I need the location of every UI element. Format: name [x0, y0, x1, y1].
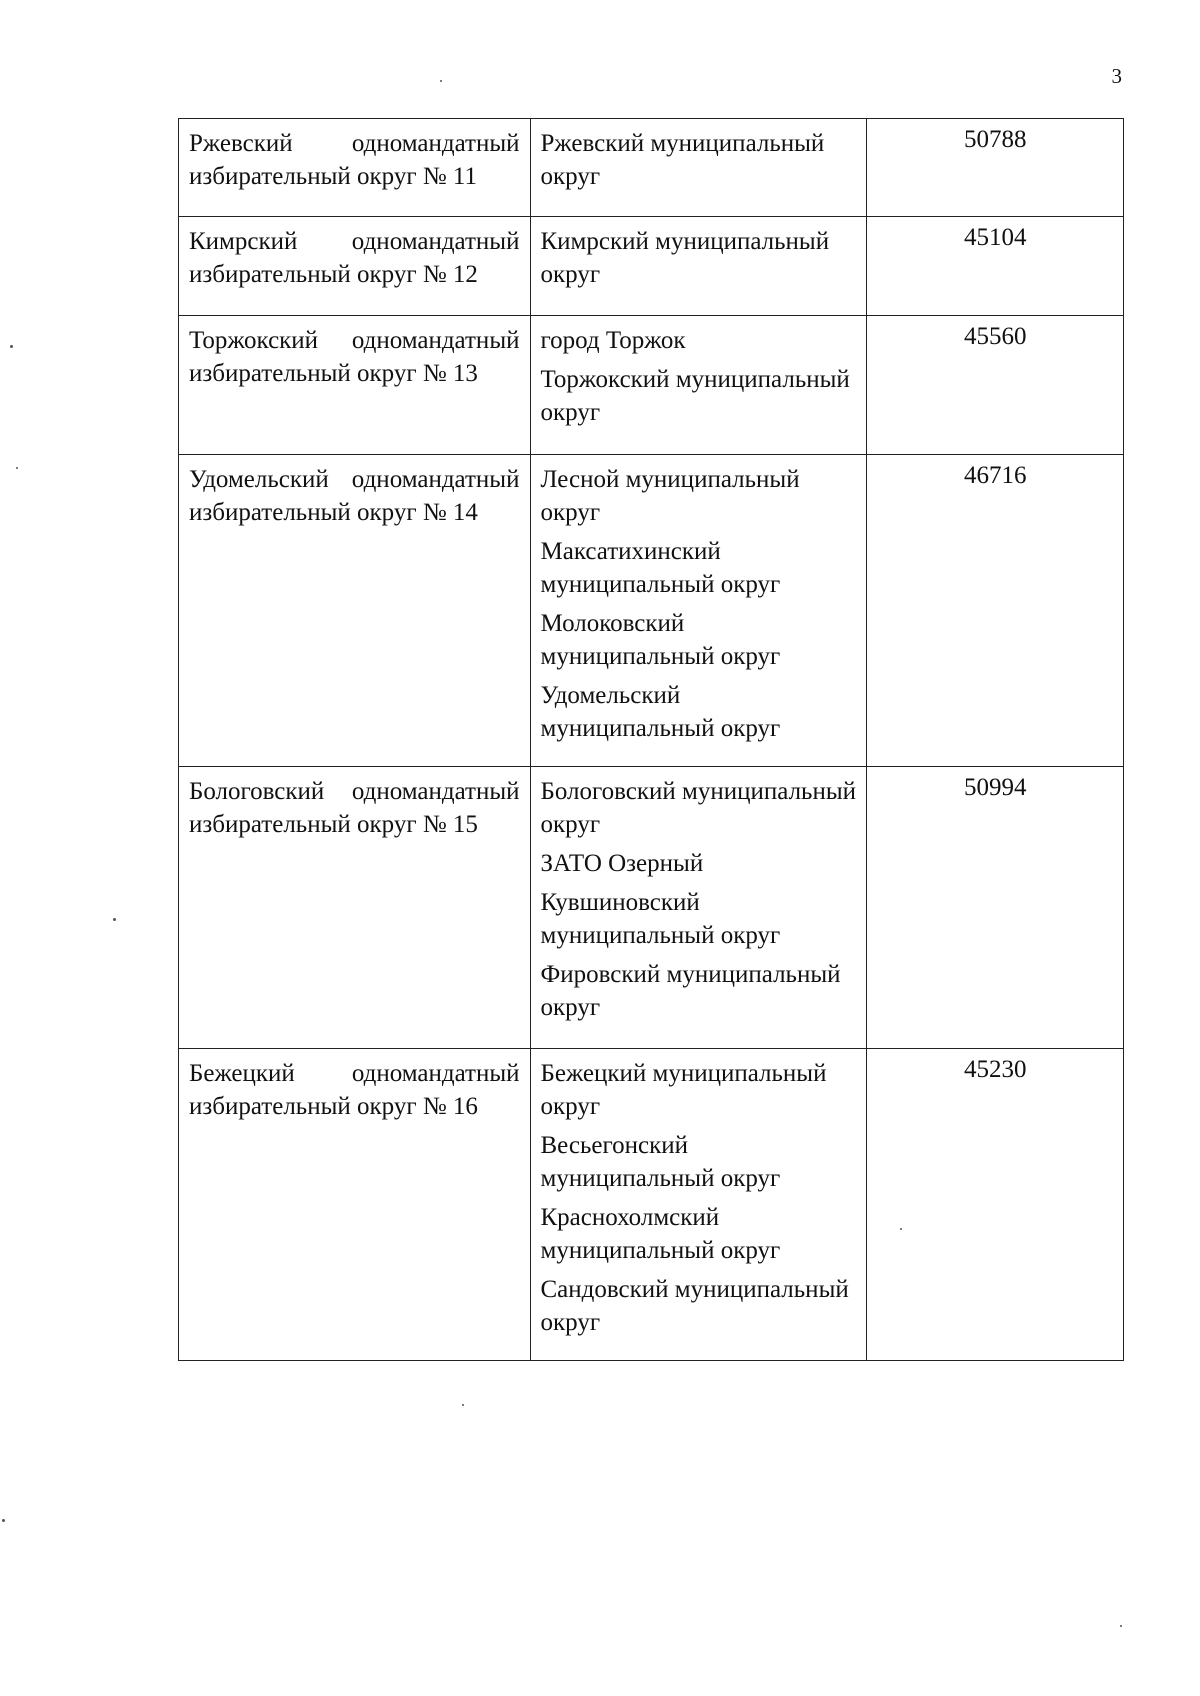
- area-item: ЗАТО Озерный: [540, 850, 704, 877]
- scan-speck: [440, 80, 442, 82]
- district-areas-cell: [530, 119, 867, 217]
- scan-speck: [462, 1404, 464, 1406]
- voters-count-cell: 46716: [867, 455, 1124, 767]
- table-row: [179, 119, 1124, 217]
- table-row: [179, 767, 1124, 1049]
- area-item: Максатихинский муниципальный округ: [540, 538, 781, 598]
- district-name-cell: Кимрский одномандатный избирательный округ № 12: [179, 217, 531, 316]
- scan-speck: [900, 1228, 902, 1230]
- scan-speck: [1120, 1625, 1122, 1627]
- area-item: Кувшиновский муниципальный округ: [540, 889, 781, 949]
- area-item: Весьегонский муниципальный округ: [540, 1132, 781, 1192]
- table-row: [179, 455, 1124, 767]
- area-item: Удомельский муниципальный округ: [540, 682, 781, 742]
- district-areas-cell: [530, 455, 867, 767]
- table-row: [179, 1049, 1124, 1361]
- district-name-cell: Торжокский одномандатный избирательный округ № 13: [179, 316, 531, 455]
- area-item: Краснохолмский муниципальный округ: [540, 1204, 781, 1264]
- area-item: Бологовский муниципальный округ: [540, 778, 857, 838]
- voters-count-cell: 45230: [867, 1049, 1124, 1361]
- district-name-cell: Ржевский одномандатный избирательный округ № 11: [179, 119, 531, 217]
- voters-count-cell: 50994: [867, 767, 1124, 1049]
- area-item: Сандовский муниципальный округ: [540, 1276, 849, 1336]
- area-item: Бежецкий муниципальный округ: [540, 1060, 827, 1120]
- district-areas-cell: [530, 1049, 867, 1361]
- voters-count-cell: 45560: [867, 316, 1124, 455]
- area-item: город Торжок: [540, 327, 686, 354]
- districts-table: [178, 118, 1124, 1361]
- area-item: Торжокский муниципальный округ: [540, 366, 850, 426]
- scan-speck: [10, 345, 13, 348]
- area-item: Фировский муниципальный округ: [540, 961, 841, 1021]
- area-item: Кимрский муниципальный округ: [540, 228, 830, 288]
- district-areas-cell: [530, 316, 867, 455]
- district-name-cell: Бежецкий одномандатный избирательный округ № 16: [179, 1049, 531, 1361]
- voters-count-cell: 45104: [867, 217, 1124, 316]
- district-name-cell: Удомельский одномандатный избирательный округ № 14: [179, 455, 531, 767]
- area-item: Ржевский муниципальный округ: [540, 130, 825, 190]
- area-item: Лесной муниципальный округ: [540, 466, 800, 526]
- area-item: Молоковский муниципальный округ: [540, 610, 781, 670]
- scan-speck: [113, 918, 116, 921]
- table-row: [179, 217, 1124, 316]
- district-name-cell: Бологовский одномандатный избирательный округ № 15: [179, 767, 531, 1049]
- scan-speck: [16, 467, 18, 469]
- table-row: [179, 316, 1124, 455]
- district-areas-cell: [530, 767, 867, 1049]
- voters-count-cell: 50788: [867, 119, 1124, 217]
- page-number: 3: [1111, 64, 1122, 88]
- district-areas-cell: [530, 217, 867, 316]
- scan-speck: [2, 1519, 5, 1522]
